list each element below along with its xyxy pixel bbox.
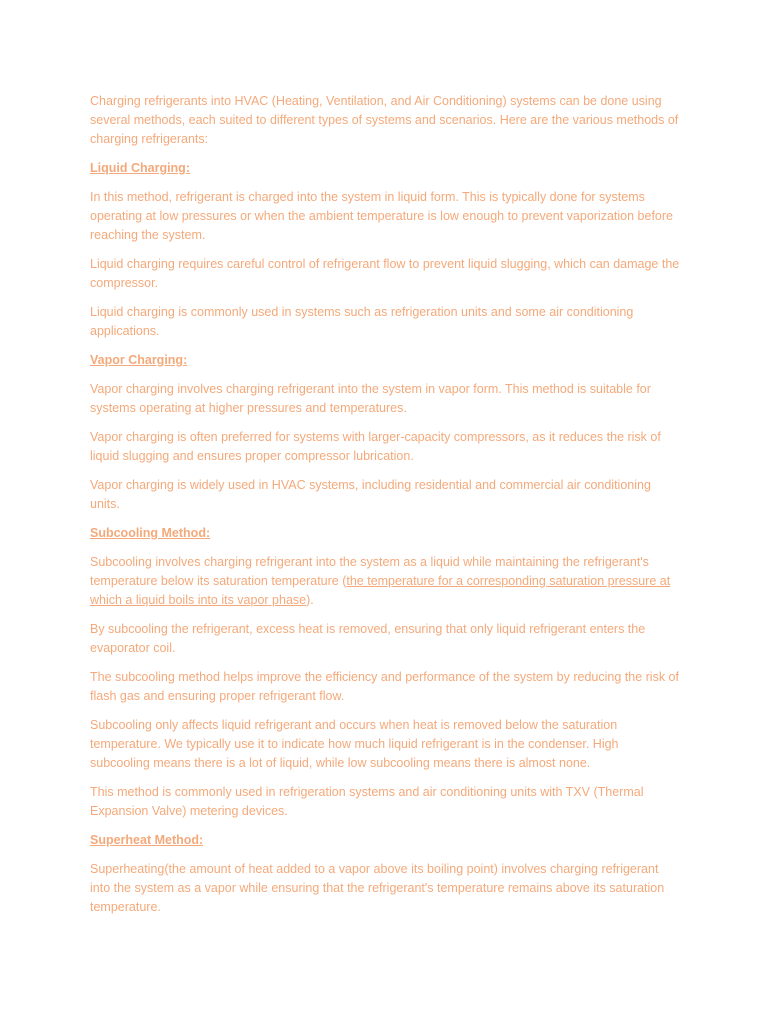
subcooling-paragraph-3: The subcooling method helps improve the efficiency and performance of the system by reducing the risk of flash gas and ensuring proper refrigerant flow. [90,670,679,703]
liquid-paragraph-3: Liquid charging is commonly used in systems such as refrigeration units and some air conditioning applications. [90,305,634,338]
subcooling-p1-text: Subcooling involves charging refrigerant into the system as a liquid while maintaining the refrigerant's temperature below its saturation temperature ( [90,555,649,588]
liquid-paragraph-1: In this method, refrigerant is charged into the system in liquid form. This is typically done for systems operating at low pressures or when the ambient temperature is low enough to prevent vaporization before reaching the system. [90,190,673,242]
subcooling-p1-end: ). [306,593,314,607]
vapor-paragraph-2: Vapor charging is often preferred for systems with larger-capacity compressors, as it reduces the risk of liquid slugging and ensures proper compressor lubrication. [90,430,661,463]
subcooling-paragraph-1 [90,553,680,610]
heading-liquid-charging: Liquid Charging: [90,161,190,175]
subcooling-paragraph-4: Subcooling only affects liquid refrigerant and occurs when heat is removed below the saturation temperature. We typically use it to indicate how much liquid refrigerant is in the condenser. High subcooling means there is a lot of liquid, while low subcooling means there is almost none. [90,718,619,770]
superheat-paragraph-1: Superheating(the amount of heat added to a vapor above its boiling point) involves charging refrigerant into the system as a vapor while ensuring that the refrigerant's temperature remains above its saturation temperature. [90,862,665,914]
intro-paragraph: Charging refrigerants into HVAC (Heating, Ventilation, and Air Conditioning) systems can be done using several methods, each suited to different types of systems and scenarios. Here are the various methods of charging refrigerants: [90,94,679,146]
subcooling-paragraph-2: By subcooling the refrigerant, excess heat is removed, ensuring that only liquid refrigerant enters the evaporator coil. [90,622,646,655]
heading-superheat-method: Superheat Method: [90,833,204,847]
saturation-temperature-definition: the temperature for a corresponding saturation pressure at which a liquid boils into its vapor phase [90,574,671,607]
heading-vapor-charging: Vapor Charging: [90,353,188,367]
heading-subcooling-method: Subcooling Method: [90,526,211,540]
vapor-paragraph-3: Vapor charging is widely used in HVAC systems, including residential and commercial air conditioning units. [90,478,651,511]
vapor-paragraph-1: Vapor charging involves charging refrigerant into the system in vapor form. This method is suitable for systems operating at higher pressures and temperatures. [90,382,651,415]
liquid-paragraph-2: Liquid charging requires careful control of refrigerant flow to prevent liquid slugging, which can damage the compressor. [90,257,680,290]
subcooling-paragraph-5: This method is commonly used in refrigeration systems and air conditioning units with TXV (Thermal Expansion Valve) metering devices. [90,785,644,818]
document-body [90,92,680,927]
